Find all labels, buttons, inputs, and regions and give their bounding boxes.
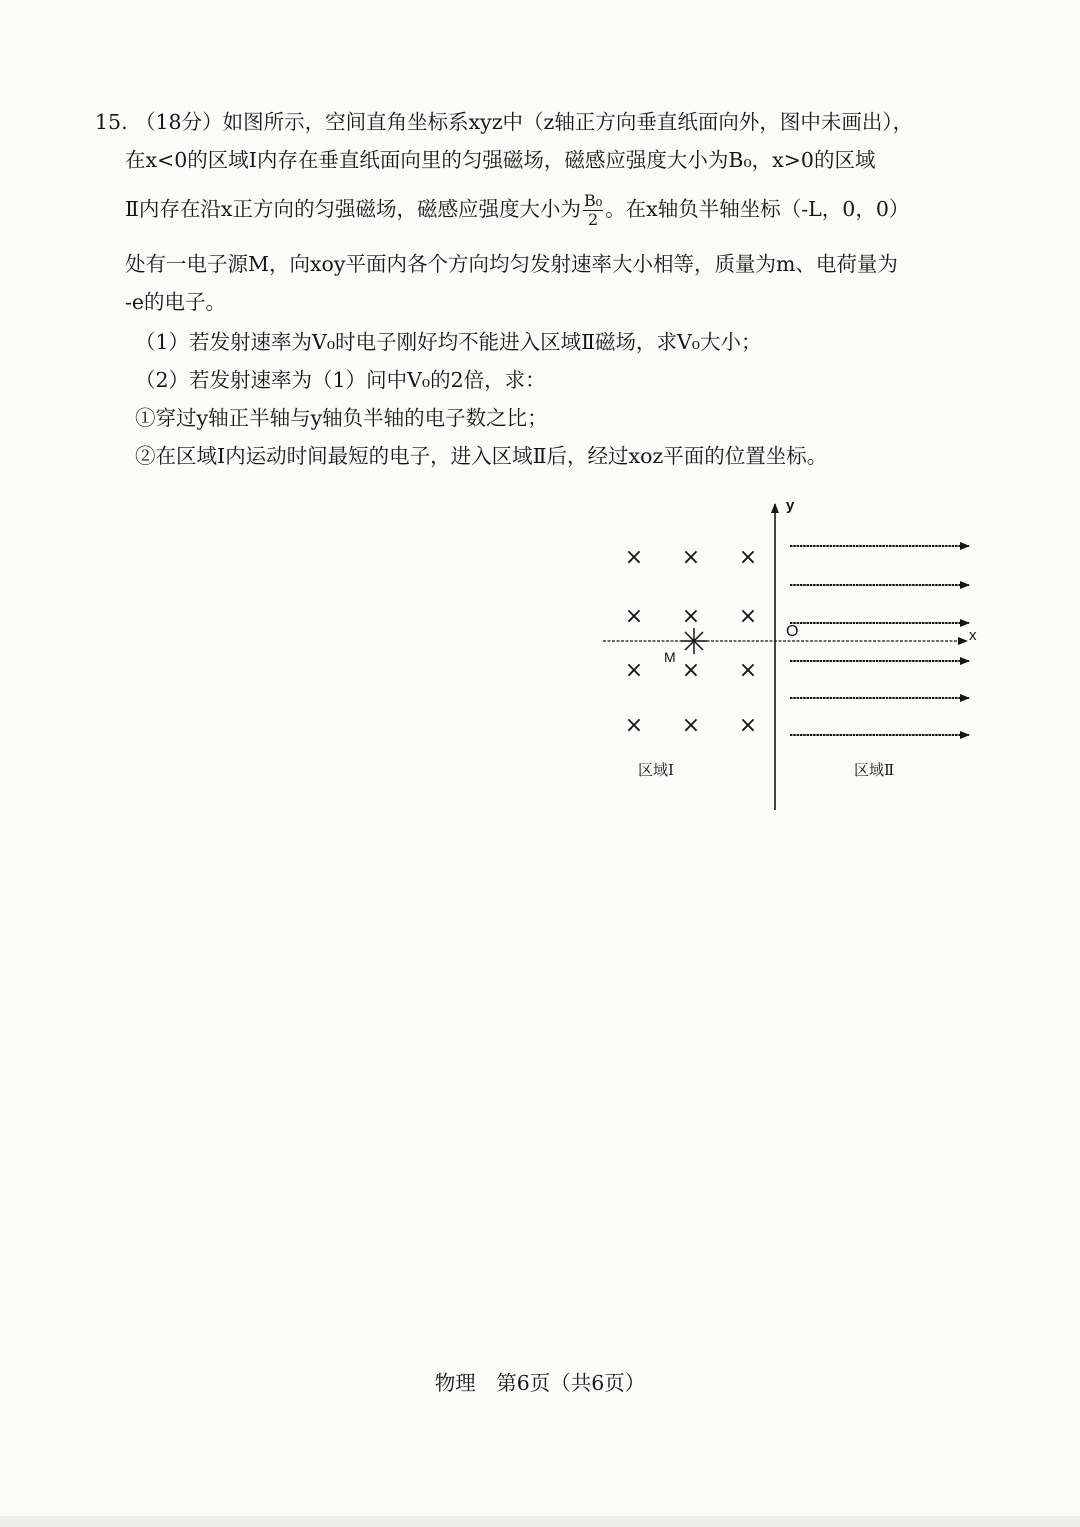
field-into-page-mark: × [738,713,758,738]
field-into-page-mark: × [738,604,758,629]
field-into-page-mark: × [624,604,644,629]
sub-question-2b: ②在区域Ⅰ内运动时间最短的电子，进入区域Ⅱ后，经过xoz平面的位置坐标。 [135,444,828,468]
magnetic-field-diagram [598,492,988,817]
region-1-label: 区域Ⅰ [638,761,674,779]
b0-over-2-fraction [583,192,603,229]
field-into-page-mark: × [738,545,758,570]
field-into-page-mark: × [624,713,644,738]
fraction-numerator: B₀ [584,191,603,210]
sub-question-2: （2）若发射速率为（1）问中V₀的2倍，求： [135,368,546,392]
field-into-page-mark: × [624,545,644,570]
field-into-page-mark: × [738,658,758,683]
sub-question-2a: ①穿过y轴正半轴与y轴负半轴的电子数之比； [135,406,548,430]
field-into-page-mark: × [624,658,644,683]
x-axis-label: x [969,627,977,644]
page-footer: 物理 第6页（共6页） [434,1371,646,1395]
sub-question-1: （1）若发射速率为V₀时电子刚好均不能进入区域Ⅱ磁场，求V₀大小； [135,330,762,354]
question-number: 15. [95,110,128,134]
question-line-4: 处有一电子源M，向xoy平面内各个方向均匀发射速率大小相等，质量为m、电荷量为 [125,252,898,276]
source-label: M [664,649,676,665]
fraction-denominator: 2 [587,210,599,229]
region-2-label: 区域Ⅱ [854,761,895,779]
field-into-page-mark: × [681,604,701,629]
line-3-text-after: 。在x轴负半轴坐标（-L，0，0） [605,197,910,221]
line-3-text-before: Ⅱ内存在沿x正方向的匀强磁场，磁感应强度大小为 [125,197,581,221]
field-into-page-mark: × [681,545,701,570]
field-into-page-mark: × [681,658,701,683]
origin-label: O [786,623,799,640]
y-axis-label: y [786,497,795,514]
question-line-3 [125,192,909,229]
scan-bottom-edge [0,1516,1080,1527]
question-line-1: （18分）如图所示，空间直角坐标系xyz中（z轴正方向垂直纸面向外，图中未画出）， [135,110,914,134]
field-into-page-mark: × [681,713,701,738]
question-line-5: -e的电子。 [125,290,227,314]
electron-source-m [681,628,707,654]
question-line-2: 在x<0的区域Ⅰ内存在垂直纸面向里的匀强磁场，磁感应强度大小为B₀，x>0的区域 [125,148,876,172]
